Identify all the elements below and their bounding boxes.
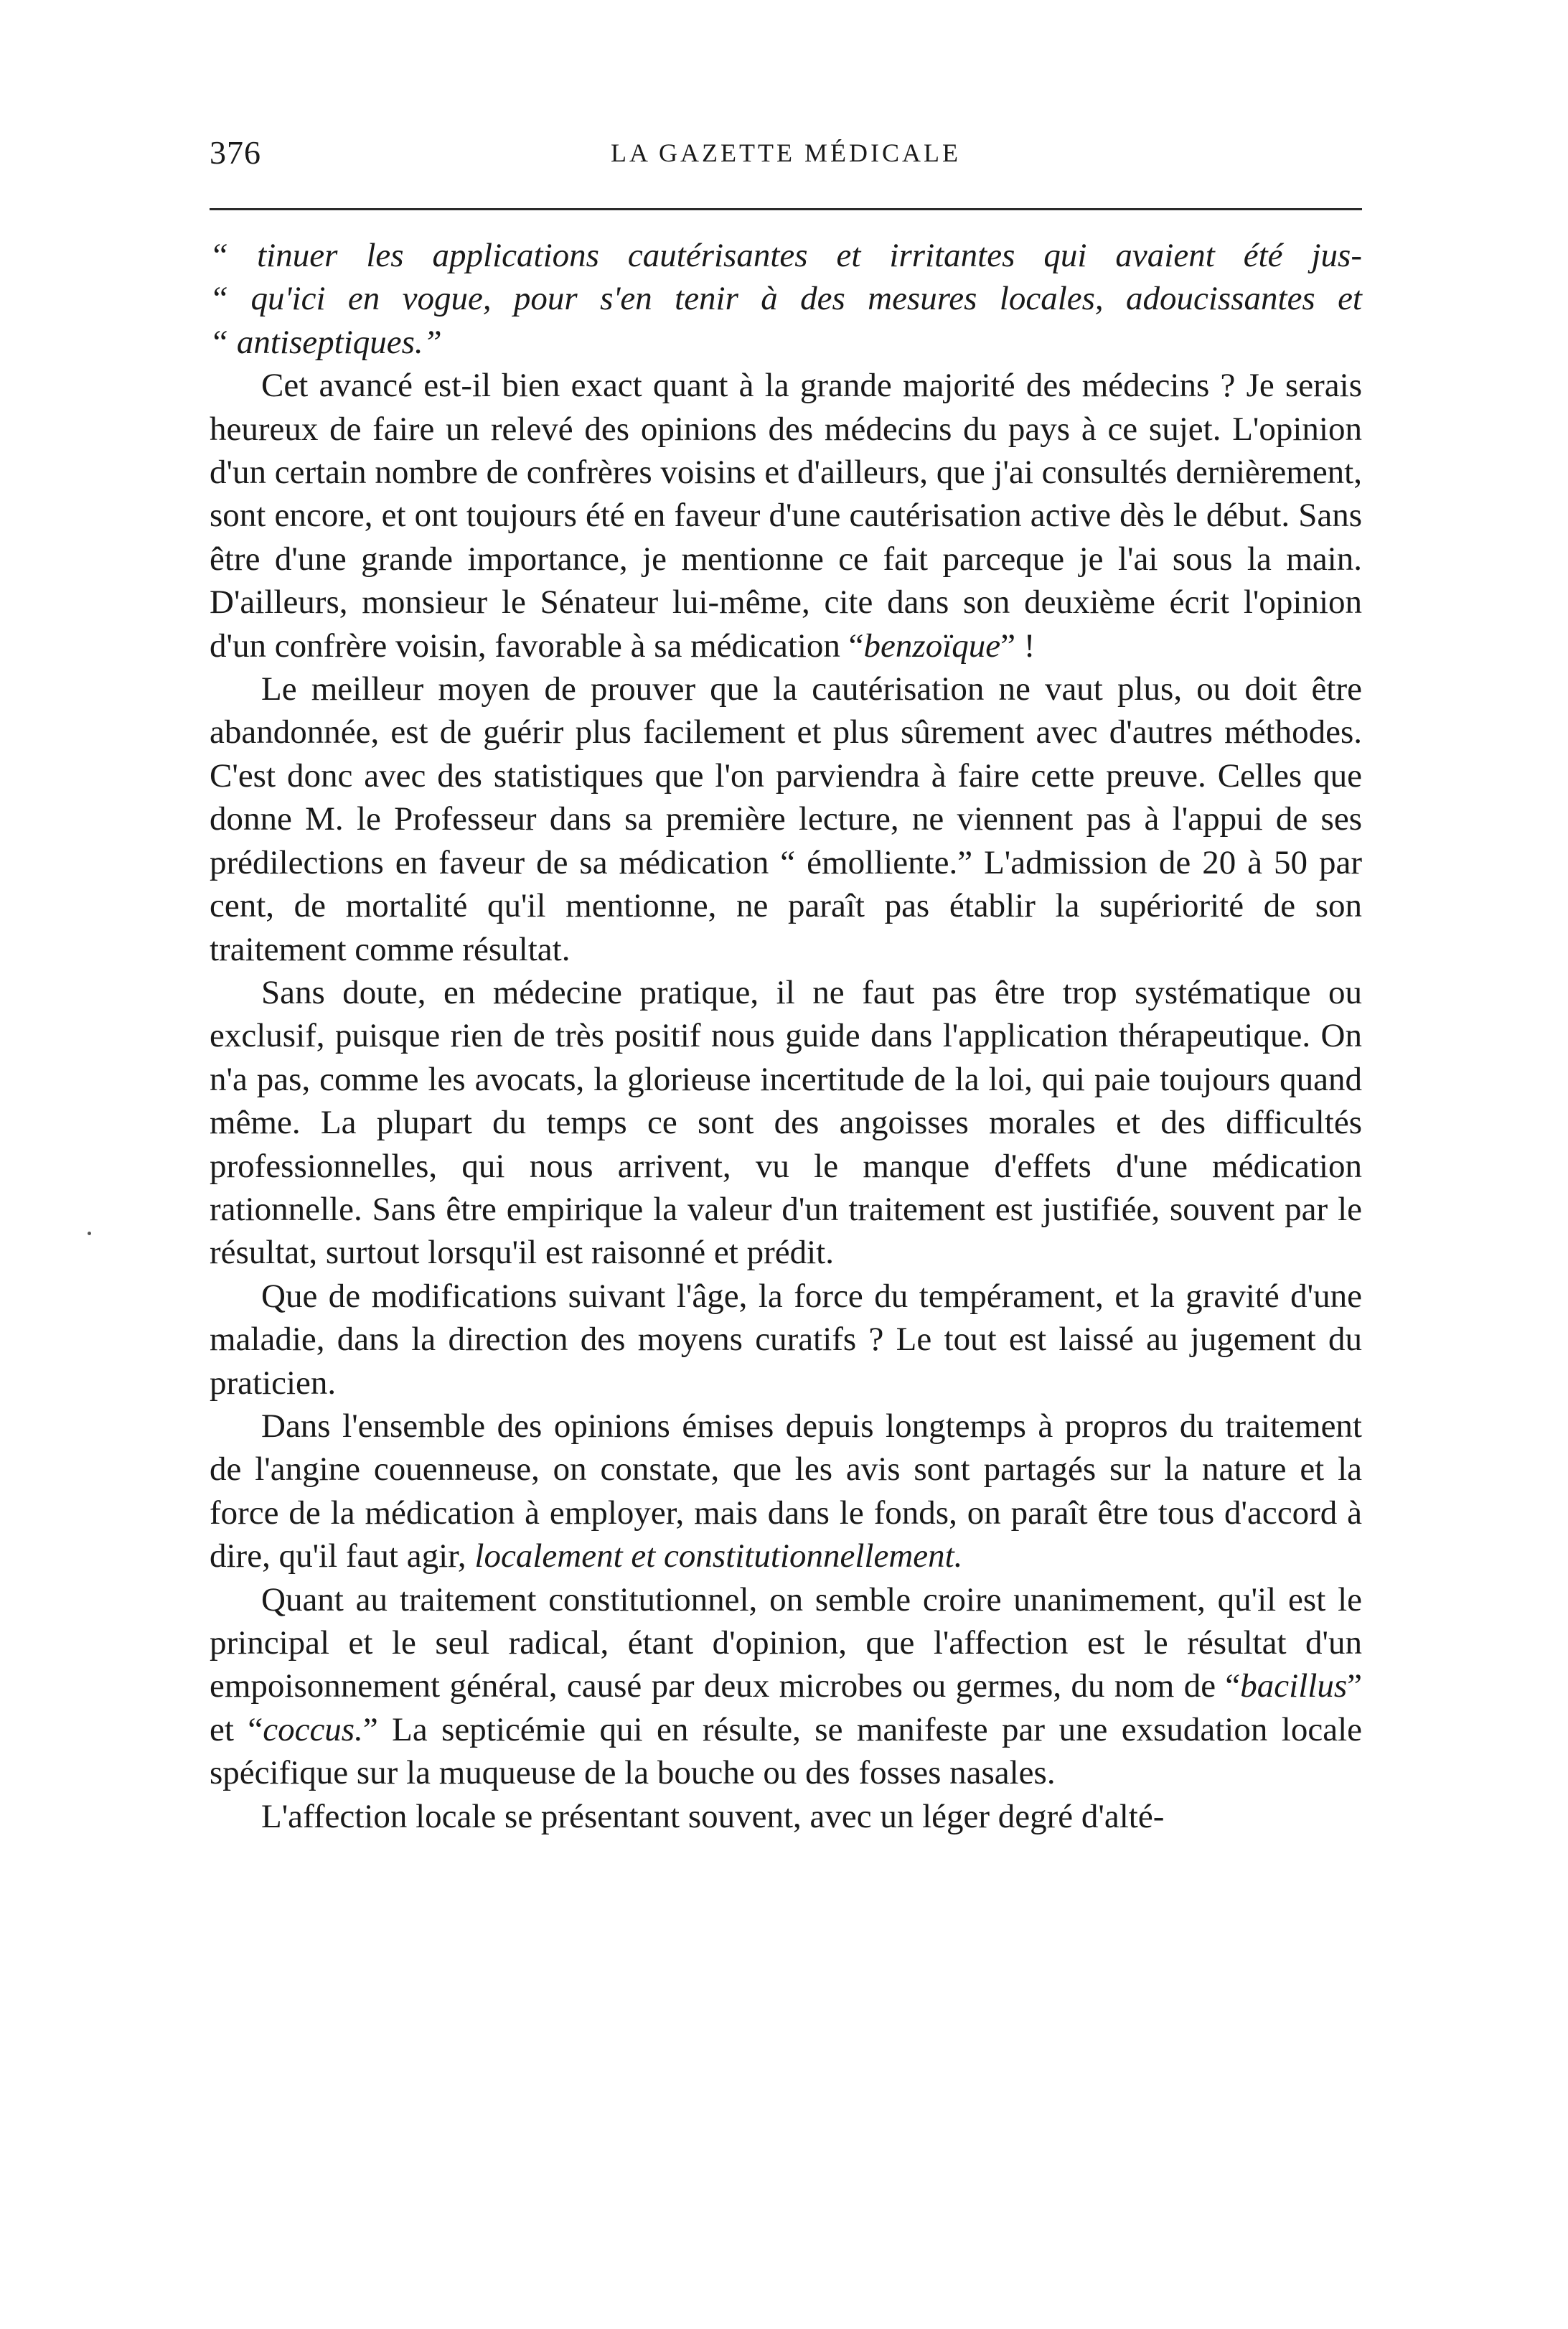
- paragraph: Le meilleur moyen de prouver que la cautérisation ne vaut plus, ou doit être abandonnée, est de guérir plus facilement et plus sûrement avec d'autres méthodes. C'est donc avec des statistiques que l'on parviendra à faire cette preuve. Celles que donne M. le Professeur dans sa première lecture, ne viennent pas à l'appui de ses prédilections en faveur de sa médication “ émolliente.” L'admission de 20 à 50 par cent, de mortalité qu'il mentionne, ne paraît pas établir la supériorité de son traitement comme résultat.: [210, 670, 1362, 968]
- italic-term: coccus.: [263, 1710, 363, 1748]
- running-title: LA GAZETTE MÉDICALE: [611, 139, 961, 167]
- paragraph: [210, 364, 1362, 667]
- paragraph: L'affection locale se présentant souvent, avec un léger degré d'alté-: [261, 1797, 1165, 1835]
- paragraph-text: ” !: [1000, 627, 1036, 665]
- margin-mark: [88, 1232, 91, 1235]
- paragraph-text: Dans l'ensemble des opinions émises depuis longtemps à propros du traitement de l'angine couenneuse, on constate, que les avis sont partagés sur la nature et la force de la médication à employer, mais dans le fonds, on paraît être tous d'accord à dire, qu'il faut agir,: [210, 1407, 1362, 1575]
- paragraph-text: Cet avancé est-il bien exact quant à la grande majorité des médecins ? Je serais heureux de faire un relevé des opinions des médecins du pays à ce sujet. L'opinion d'un certain nombre de confrères voisins et d'ailleurs, que j'ai consultés dernièrement, sont encore, et ont toujours été en faveur d'une cautérisation active dès le début. Sans être d'une grande importance, je mentionne ce fait parceque je l'ai sous la main. D'ailleurs, monsieur le Sénateur lui-même, cite dans son deuxième écrit l'opinion d'un confrère voisin, favorable à sa médication “: [210, 367, 1362, 665]
- header-rule: [210, 208, 1362, 210]
- paragraph: Sans doute, en médecine pratique, il ne faut pas être trop systématique ou exclusif, puisque rien de très positif nous guide dans l'application thérapeutique. On n'a pas, comme les avocats, la glorieuse incertitude de la loi, qui paie toujours quand même. La plupart du temps ce sont des angoisses morales et des difficultés professionnelles, qui nous arrivent, vu le manque d'effets d'une médication rationnelle. Sans être empirique la valeur d'un traitement est justifiée, souvent par le résultat, surtout lorsqu'il est raisonné et prédit.: [210, 973, 1362, 1272]
- quote-line: “ tinuer les applications cautérisantes et irritantes qui avaient été jus-: [210, 237, 1362, 274]
- page-header: [210, 133, 1362, 177]
- italic-term: benzoïque: [863, 627, 1001, 665]
- paragraph-text: ” et “: [210, 1667, 1362, 1748]
- page-number: 376: [210, 134, 261, 171]
- quote-line: “ antiseptiques.”: [210, 323, 442, 361]
- paragraph-text: ” La septicémie qui en résulte, se manifeste par une exsudation locale spécifique sur la muqueuse de la bouche ou des fosses nasales.: [210, 1710, 1362, 1792]
- paragraph: [210, 1405, 1362, 1578]
- italic-term: bacillus: [1240, 1667, 1348, 1705]
- paragraph: [210, 1578, 1362, 1795]
- italic-phrase: localement et constitutionnellement.: [474, 1537, 963, 1575]
- article-body: [210, 234, 1362, 1838]
- paragraph: Que de modifications suivant l'âge, la force du tempérament, et la gravité d'une maladie, dans la direction des moyens curatifs ? Le tout est laissé au jugement du praticien.: [210, 1277, 1362, 1402]
- quotation-continuation: [210, 234, 1362, 364]
- quote-line: “ qu'ici en vogue, pour s'en tenir à des mesures locales, adoucissantes et: [210, 280, 1362, 318]
- paragraph-text: Quant au traitement constitutionnel, on semble croire unanimement, qu'il est le principal et le seul radical, étant d'opinion, que l'affection est le résultat d'un empoisonnement général, causé par deux microbes ou germes, du nom de “: [210, 1580, 1362, 1705]
